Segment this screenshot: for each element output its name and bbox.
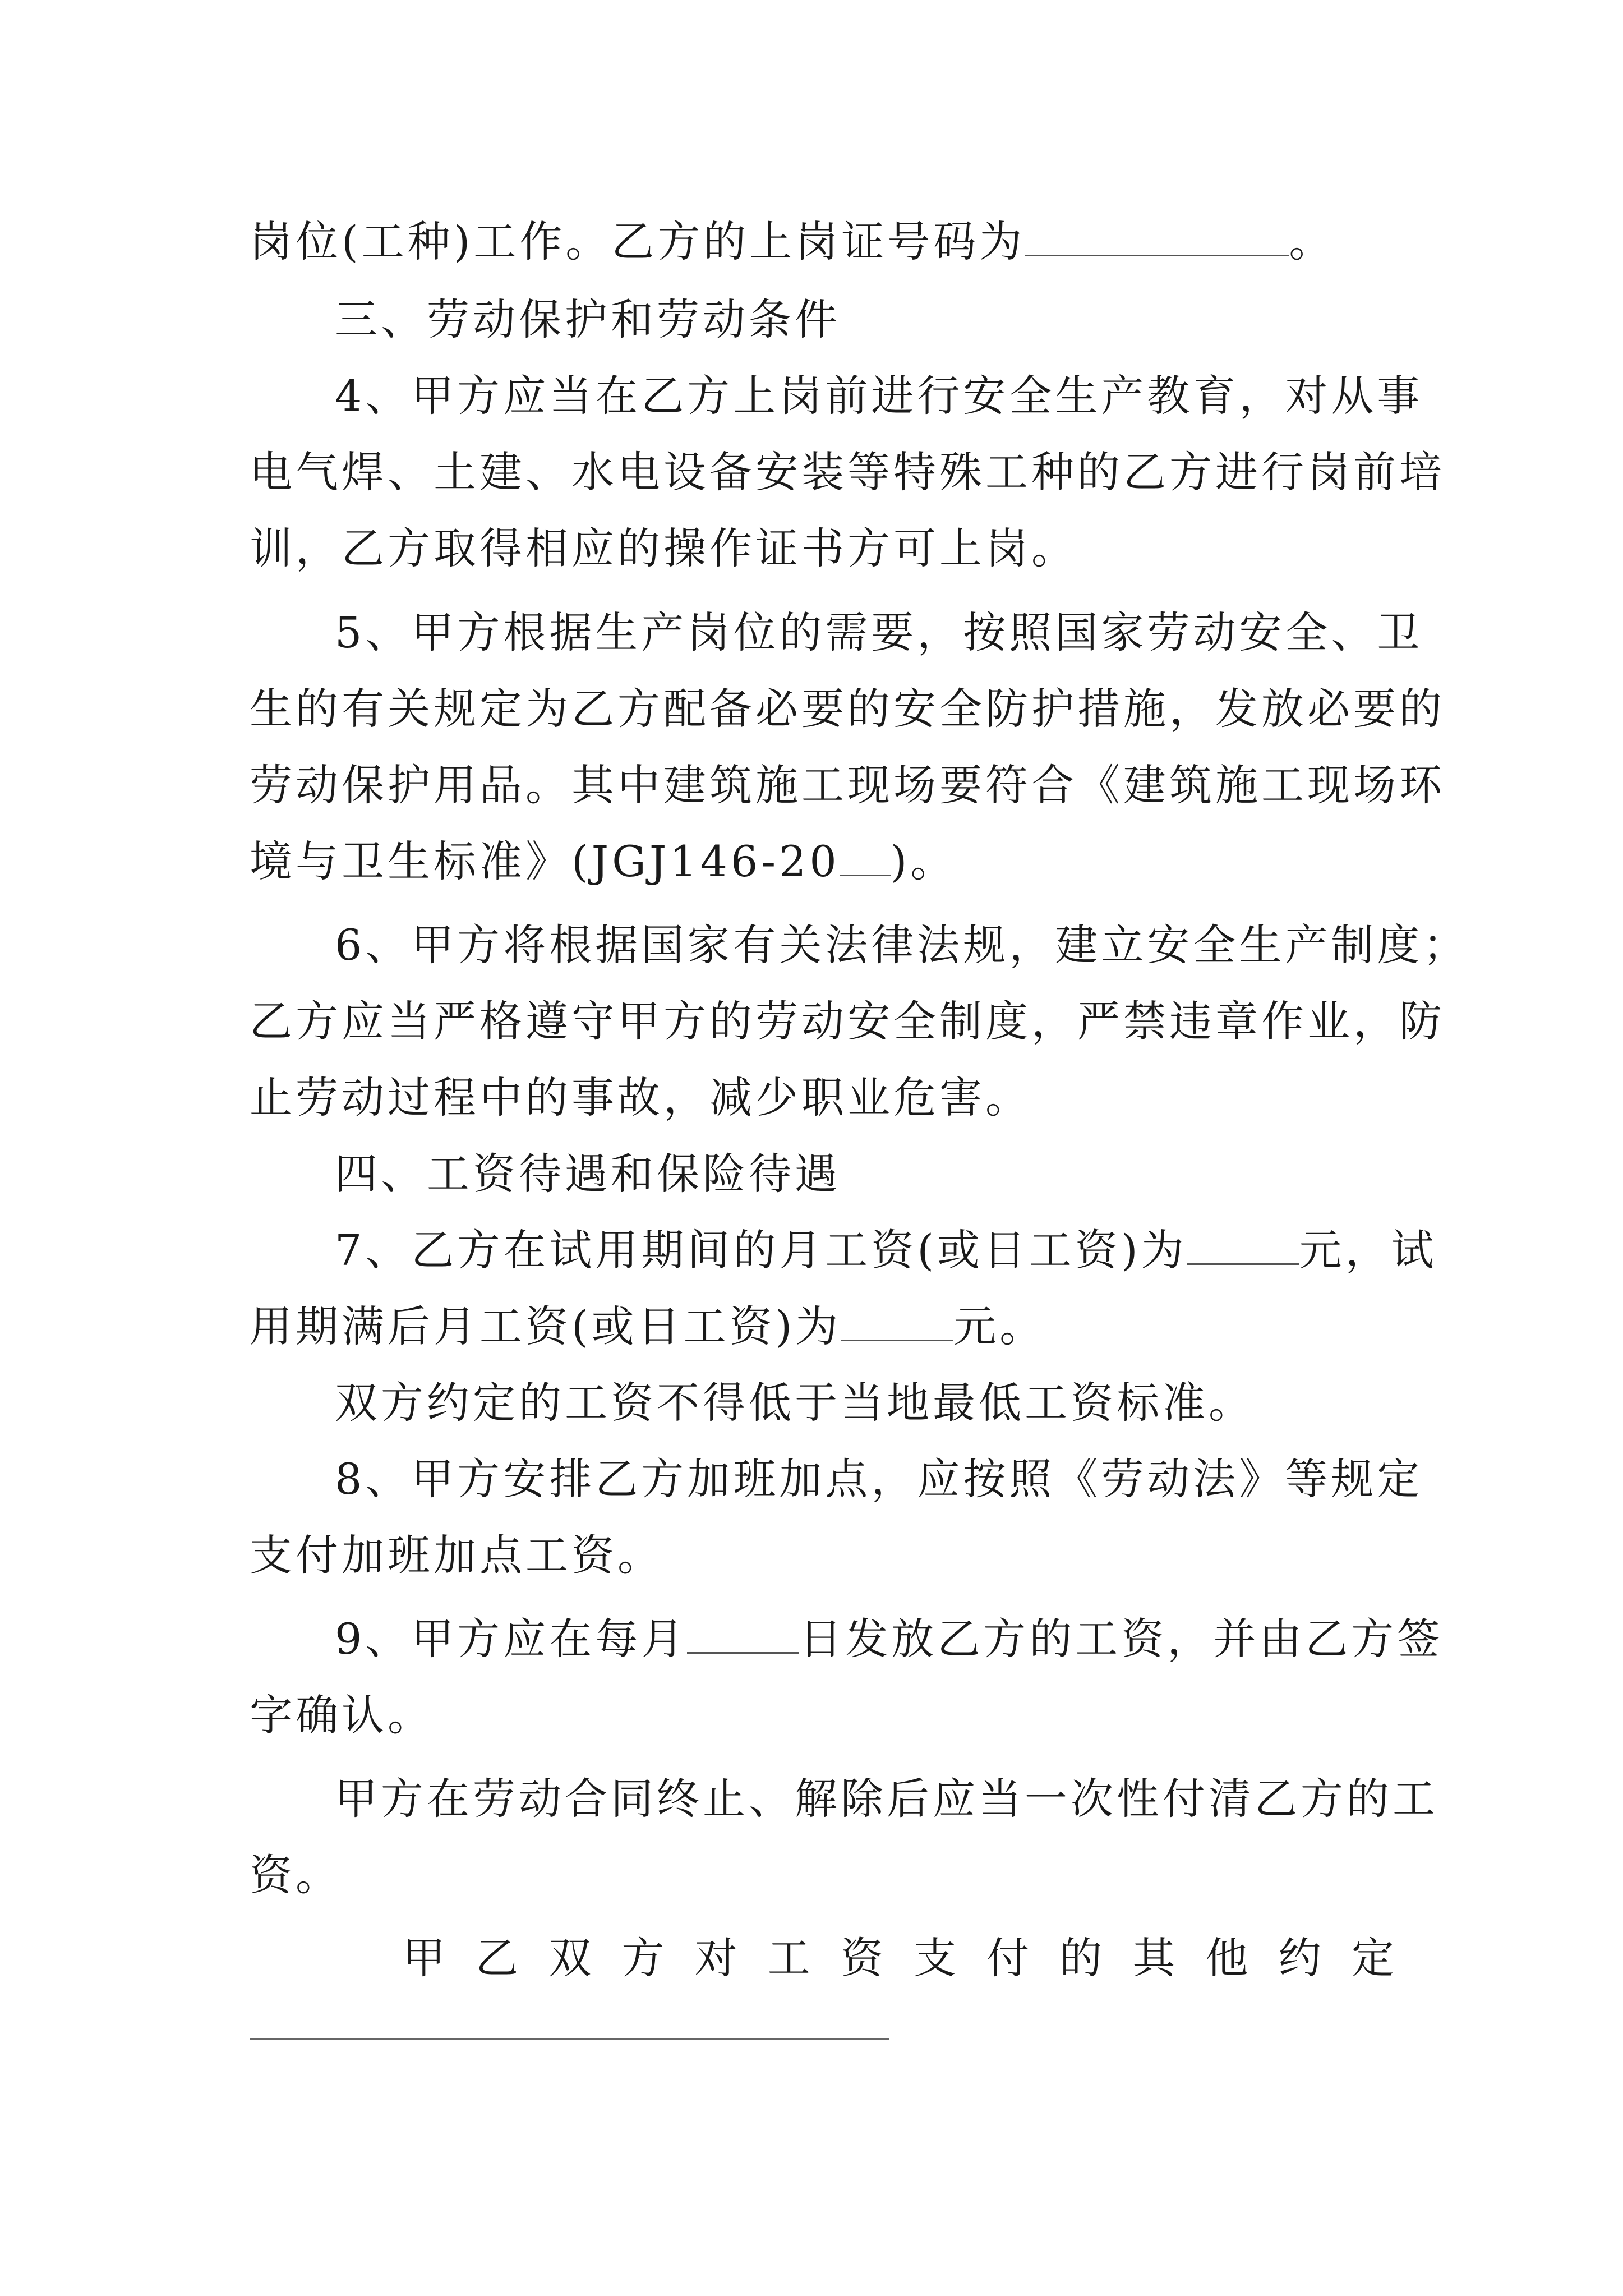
line-text: 双方约定的工资不得低于当地最低工资标准。 — [335, 1378, 1255, 1428]
line-text: 劳动保护用品。其中建筑施工现场要符合《建筑施工现场环 — [250, 760, 1445, 810]
line-text: 5、甲方根据生产岗位的需要，按照国家劳动安全、卫 — [335, 608, 1423, 657]
spaced-char: 乙 — [476, 1933, 519, 1983]
clause-9-line-1 — [335, 1611, 1444, 1667]
clause-5-line-3 — [250, 757, 1445, 813]
line-text: 乙方应当严格遵守甲方的劳动安全制度，严禁违章作业，防 — [250, 996, 1445, 1046]
heading-text: 三、劳动保护和劳动条件 — [335, 295, 841, 344]
section-heading-4 — [335, 1146, 1394, 1202]
spaced-char: 的 — [1059, 1933, 1103, 1983]
clause-6-line-1 — [335, 917, 1469, 973]
line-text: 元，试 — [1299, 1225, 1437, 1275]
certificate-number-blank — [1025, 215, 1289, 256]
clause-4-line-2 — [250, 444, 1445, 500]
line-text: 境与卫生标准》(JGJ146-20 — [250, 836, 840, 886]
termination-line-2 — [250, 1847, 1394, 1903]
line-text: 4、甲方应当在乙方上岗前进行安全生产教育，对从事 — [335, 371, 1423, 421]
clause-8-line-2 — [250, 1527, 1394, 1584]
clause-6-line-3 — [250, 1070, 1394, 1126]
line-text: )。 — [890, 836, 957, 886]
section-heading-3 — [335, 292, 1394, 348]
line-text: 生的有关规定为乙方配备必要的安全防护措施，发放必要的 — [250, 684, 1445, 734]
line-text: 资。 — [250, 1850, 342, 1900]
clause-5-line-1 — [335, 605, 1423, 661]
spaced-char: 资 — [840, 1933, 883, 1983]
line-text: 6、甲方将根据国家有关法律法规，建立安全生产制度； — [335, 920, 1469, 970]
min-wage-line — [335, 1375, 1394, 1431]
text-line — [250, 214, 1394, 270]
heading-text: 四、工资待遇和保险待遇 — [335, 1149, 841, 1199]
other-agreement-fill-line — [250, 2038, 889, 2040]
year-blank — [840, 835, 891, 876]
spaced-char: 付 — [986, 1933, 1030, 1983]
line-text: 止劳动过程中的事故，减少职业危害。 — [250, 1073, 1031, 1122]
probation-wage-blank — [1187, 1224, 1299, 1265]
clause-6-line-2 — [250, 993, 1445, 1050]
spaced-char: 定 — [1351, 1933, 1394, 1983]
line-text: 9、甲方应在每月 — [335, 1614, 688, 1664]
other-agreement-line — [403, 1930, 1394, 1986]
spaced-char: 工 — [767, 1933, 810, 1983]
line-text: 日发放乙方的工资，并由乙方签 — [799, 1614, 1444, 1664]
line-text: 支付加班加点工资。 — [250, 1530, 663, 1580]
line-text: 7、乙方在试用期间的月工资(或日工资)为 — [335, 1225, 1187, 1275]
line-text: 甲方在劳动合同终止、解除后应当一次性付清乙方的工 — [335, 1774, 1438, 1824]
clause-8-line-1 — [335, 1451, 1423, 1507]
line-text: 训，乙方取得相应的操作证书方可上岗。 — [250, 523, 1077, 573]
spaced-char: 支 — [913, 1933, 956, 1983]
spaced-char: 方 — [621, 1933, 665, 1983]
spaced-char: 其 — [1132, 1933, 1175, 1983]
clause-5-line-4 — [250, 834, 1394, 890]
spaced-char: 甲 — [403, 1933, 445, 1983]
line-text: 字确认。 — [250, 1690, 434, 1740]
clause-4-line-3 — [250, 521, 1394, 577]
clause-7-line-1 — [335, 1222, 1437, 1278]
spaced-char: 他 — [1205, 1933, 1248, 1983]
regular-wage-blank — [841, 1300, 953, 1341]
termination-line-1 — [335, 1771, 1438, 1827]
line-text: 电气焊、土建、水电设备安装等特殊工种的乙方进行岗前培 — [250, 447, 1445, 497]
pay-day-blank — [687, 1613, 799, 1654]
clause-7-line-2 — [250, 1299, 1394, 1355]
spaced-char: 对 — [694, 1933, 737, 1983]
line-text: 8、甲方安排乙方加班加点，应按照《劳动法》等规定 — [335, 1454, 1423, 1504]
clause-9-line-2 — [250, 1687, 1394, 1743]
clause-4-line-1 — [335, 368, 1423, 424]
clause-5-line-2 — [250, 681, 1445, 737]
line-text: 用期满后月工资(或日工资)为 — [250, 1301, 842, 1351]
spaced-char: 约 — [1278, 1933, 1321, 1983]
line-text: 。 — [1289, 217, 1335, 266]
line-text: 元。 — [953, 1301, 1046, 1351]
line-text: 岗位(工种)工作。乙方的上岗证号码为 — [250, 217, 1026, 266]
spaced-char: 双 — [548, 1933, 592, 1983]
